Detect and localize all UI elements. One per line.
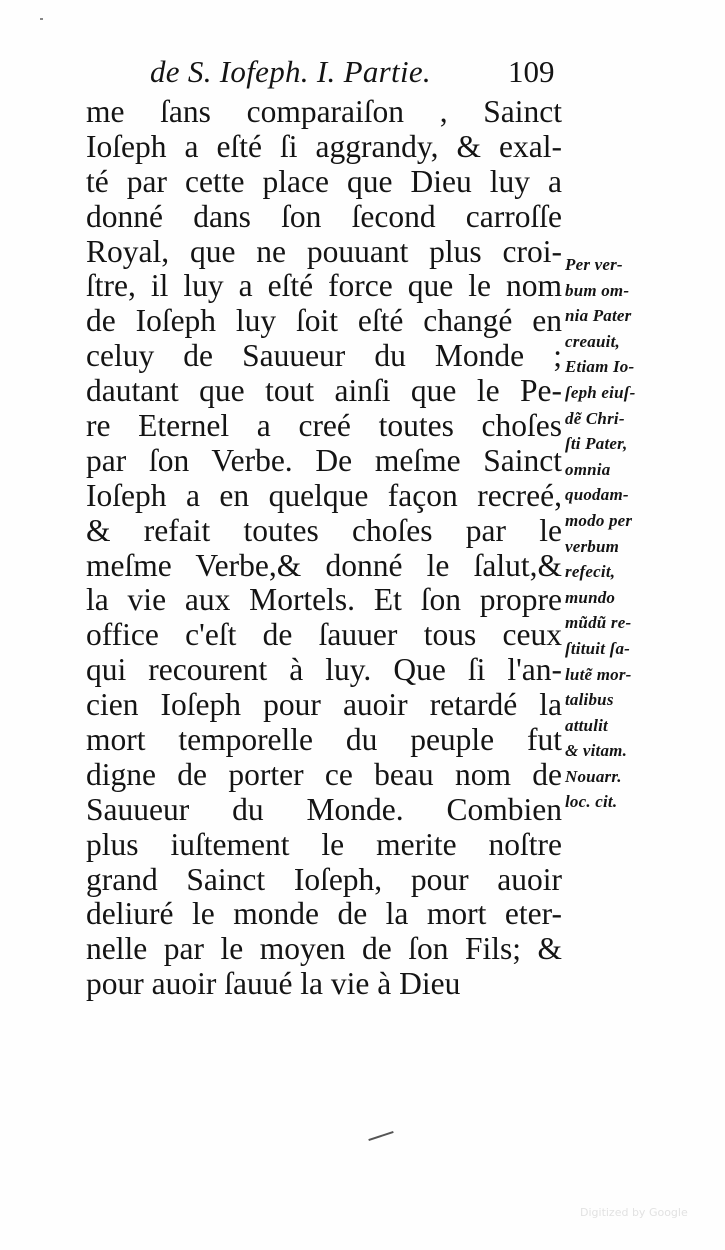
margin-note-line: talibus	[565, 690, 614, 710]
text-line: digne de porter ce beau nom de	[86, 756, 562, 792]
text-line: grand Sainct Ioſeph, pour auoir	[86, 861, 562, 897]
margin-note-line: ſtituit ſa-	[565, 638, 631, 658]
text-line: pour auoir ſauué la vie à Dieu	[86, 966, 461, 1002]
margin-note-line: & vitam.	[565, 741, 628, 761]
running-head-title: de S. Iofeph. I. Partie.	[150, 54, 431, 89]
running-head	[150, 50, 580, 94]
text-line: Ioſeph a eſté ſi aggrandy, & exal-	[86, 128, 562, 164]
margin-note-line: mundo	[565, 587, 616, 607]
margin-note-line: Per ver-	[565, 255, 623, 274]
margin-note-line: attulit	[565, 715, 608, 735]
margin-note-line: lutẽ mor-	[565, 664, 632, 684]
text-line: deliuré le monde de la mort eter-	[86, 896, 562, 932]
text-line: mort temporelle du peuple fut	[86, 722, 562, 758]
text-line: meſme Verbe,& donné le ſalut,&	[86, 547, 562, 583]
text-line: Ioſeph a en quelque façon recreé,	[86, 477, 562, 513]
margin-note-line: verbum	[565, 536, 620, 556]
margin-note-line: modo per	[565, 510, 633, 530]
margin-note-line: omnia	[565, 459, 611, 479]
page-number: 109	[508, 54, 555, 89]
margin-notes	[565, 252, 683, 815]
text-line: plus iuſtement le merite noſtre	[86, 826, 562, 862]
text-line: cien Ioſeph pour auoir retardé la	[86, 687, 562, 723]
margin-note-line: loc. cit.	[565, 792, 618, 812]
text-line: dautant que tout ainſi que le Pe-	[86, 373, 562, 409]
margin-note-line: mũdũ re-	[565, 613, 632, 633]
margin-note-line: bum om-	[565, 280, 630, 300]
margin-note-line: Nouarr.	[565, 766, 622, 786]
scan-speck	[40, 18, 43, 20]
text-line: office c'eſt de ſauuer tous ceux	[86, 617, 562, 653]
text-line: celuy de Sauueur du Monde ;	[86, 338, 562, 374]
scan-mark	[368, 1131, 393, 1141]
text-line: & refait toutes choſes par le	[86, 512, 562, 548]
margin-note-line: ſeph eiuſ-	[565, 382, 636, 402]
watermark: Digitized by Google	[580, 1206, 688, 1219]
text-line: par ſon Verbe. De meſme Sainct	[86, 442, 562, 478]
text-line: de Ioſeph luy ſoit eſté changé en	[86, 303, 562, 339]
text-line: donné dans ſon ſecond carroſſe	[86, 198, 562, 234]
text-line: ſtre, il luy a eſté force que le nom	[86, 268, 562, 304]
margin-note-line: ſti Pater,	[565, 434, 628, 454]
margin-note-line: Etiam Io-	[565, 357, 635, 377]
text-line: la vie aux Mortels. Et ſon propre	[86, 582, 562, 618]
margin-note-line: quodam-	[565, 485, 629, 505]
text-line: té par cette place que Dieu luy a	[86, 163, 562, 199]
text-line: Sauueur du Monde. Combien	[86, 791, 562, 827]
text-line: me ſans comparaiſon , Sainct	[86, 94, 562, 129]
text-line: nelle par le moyen de ſon Fils; &	[86, 931, 562, 967]
text-line: Royal, que ne pouuant plus croi-	[86, 233, 562, 269]
margin-note-line: nia Pater	[565, 306, 632, 326]
text-line: re Eternel a creé toutes choſes	[86, 408, 562, 444]
main-text-block	[86, 95, 562, 1002]
margin-note-line: creauit,	[565, 331, 620, 351]
text-line: qui recourent à luy. Que ſi l'an-	[86, 652, 562, 688]
margin-note-line: dẽ Chri-	[565, 408, 625, 428]
margin-note-line: refecit,	[565, 562, 616, 582]
